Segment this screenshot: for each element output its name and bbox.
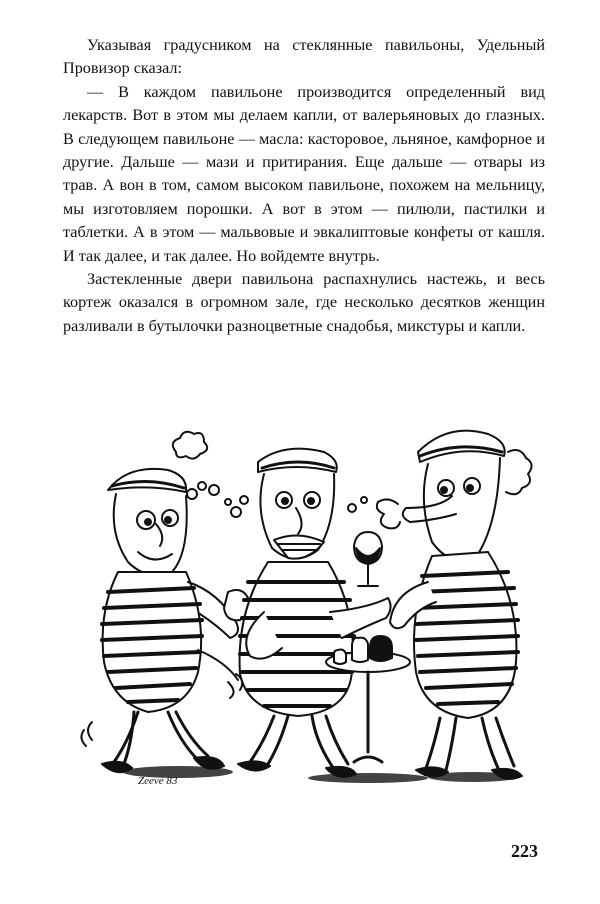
artist-signature: Zeeve 83 — [138, 775, 178, 787]
right-sailor-figure — [377, 431, 532, 779]
paragraph-2: — В каждом павильоне производится определенный вид лекарств. Вот в этом мы делаем капли, от валерьяновых до глазных. В следующем павильоне — масла: касторовое, льняное, камфорное и другие. Дальше — мази и притирания. Еще дальше — отвары из трав. А вон в том, самом высоком павильоне, похожем на мельницу, мы изготовляем порошки. А вот в этом — пилюли, пастилки и таблетки. А в этом — мальвовые и эвкалиптовые конфеты от кашля. И так далее, и так далее. Но войдемте внутрь. — [63, 82, 545, 265]
paragraph-1: Указывая градусником на стеклянные павильоны, Удельный Провизор сказал: — [63, 36, 545, 78]
illustration-drawing — [68, 412, 542, 804]
illustration-three-sailors — [68, 412, 542, 804]
middle-sailor-figure — [225, 449, 391, 777]
left-sailor-figure — [81, 432, 249, 772]
body-text — [63, 34, 545, 338]
paragraph-3: Застекленные двери павильона распахнулись настежь, и весь кортеж оказался в огромном зале, где несколько десятков женщин разливали в бутылочки разноцветные снадобья, микстуры и капли. — [63, 270, 545, 335]
page-number: 223 — [511, 841, 538, 861]
